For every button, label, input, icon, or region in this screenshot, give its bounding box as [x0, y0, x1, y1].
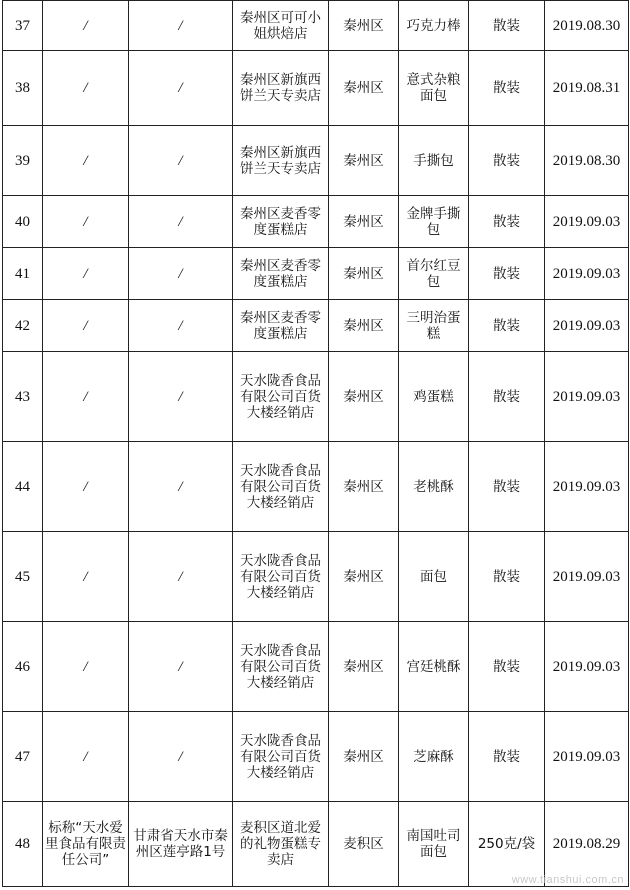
- specification-cell: 散装: [469, 300, 545, 352]
- table-row: [3, 126, 629, 196]
- specification-cell: 250克/袋: [469, 802, 545, 887]
- product-name-cell: 三明治蛋糕: [399, 300, 469, 352]
- product-name-cell: 意式杂粮面包: [399, 51, 469, 126]
- manufacturer-cell: /: [43, 300, 129, 352]
- manufacturer-address-cell: /: [129, 51, 233, 126]
- table-row: [3, 532, 629, 622]
- manufacturer-cell: /: [43, 248, 129, 300]
- manufacturer-cell: /: [43, 532, 129, 622]
- district-cell: 秦州区: [329, 248, 399, 300]
- specification-cell: 散装: [469, 352, 545, 442]
- manufacturer-cell: /: [43, 1, 129, 51]
- production-date-cell: 2019.09.03: [545, 442, 629, 532]
- specification-cell: 散装: [469, 126, 545, 196]
- specification-cell: 散装: [469, 442, 545, 532]
- manufacturer-cell: /: [43, 126, 129, 196]
- manufacturer-cell: /: [43, 622, 129, 712]
- manufacturer-address-cell: /: [129, 1, 233, 51]
- row-number: 43: [3, 352, 43, 442]
- product-name-cell: 芝麻酥: [399, 712, 469, 802]
- district-cell: 秦州区: [329, 532, 399, 622]
- district-cell: 麦积区: [329, 802, 399, 887]
- row-number: 39: [3, 126, 43, 196]
- row-number: 44: [3, 442, 43, 532]
- sampled-store-cell: 秦州区麦香零度蛋糕店: [233, 300, 329, 352]
- row-number: 37: [3, 1, 43, 51]
- sampled-store-cell: 秦州区新旗西饼兰天专卖店: [233, 126, 329, 196]
- row-number: 47: [3, 712, 43, 802]
- production-date-cell: 2019.08.29: [545, 802, 629, 887]
- product-name-cell: 金牌手撕包: [399, 196, 469, 248]
- production-date-cell: 2019.09.03: [545, 532, 629, 622]
- district-cell: 秦州区: [329, 712, 399, 802]
- product-name-cell: 老桃酥: [399, 442, 469, 532]
- production-date-cell: 2019.09.03: [545, 712, 629, 802]
- sampled-store-cell: 天水陇香食品有限公司百货大楼经销店: [233, 622, 329, 712]
- site-watermark: www.tianshui.com.cn: [511, 874, 624, 886]
- production-date-cell: 2019.09.03: [545, 196, 629, 248]
- sampled-store-cell: 天水陇香食品有限公司百货大楼经销店: [233, 442, 329, 532]
- row-number: 38: [3, 51, 43, 126]
- product-name-cell: 宫廷桃酥: [399, 622, 469, 712]
- manufacturer-address-cell: /: [129, 442, 233, 532]
- manufacturer-address-cell: /: [129, 126, 233, 196]
- manufacturer-address-cell: /: [129, 300, 233, 352]
- row-number: 40: [3, 196, 43, 248]
- specification-cell: 散装: [469, 712, 545, 802]
- row-number: 46: [3, 622, 43, 712]
- sampled-store-cell: 天水陇香食品有限公司百货大楼经销店: [233, 712, 329, 802]
- table-row: [3, 712, 629, 802]
- manufacturer-cell: /: [43, 352, 129, 442]
- district-cell: 秦州区: [329, 622, 399, 712]
- production-date-cell: 2019.08.31: [545, 51, 629, 126]
- sampled-store-cell: 天水陇香食品有限公司百货大楼经销店: [233, 532, 329, 622]
- manufacturer-cell: /: [43, 712, 129, 802]
- sampled-store-cell: 麦积区道北爱的礼物蛋糕专卖店: [233, 802, 329, 887]
- production-date-cell: 2019.09.03: [545, 248, 629, 300]
- specification-cell: 散装: [469, 1, 545, 51]
- table-row: [3, 352, 629, 442]
- manufacturer-address-cell: /: [129, 712, 233, 802]
- product-name-cell: 手撕包: [399, 126, 469, 196]
- specification-cell: 散装: [469, 532, 545, 622]
- district-cell: 秦州区: [329, 51, 399, 126]
- product-name-cell: 南国吐司面包: [399, 802, 469, 887]
- specification-cell: 散装: [469, 248, 545, 300]
- production-date-cell: 2019.09.03: [545, 622, 629, 712]
- inspection-results-table: [2, 0, 629, 887]
- product-name-cell: 巧克力棒: [399, 1, 469, 51]
- manufacturer-address-cell: 甘肃省天水市秦州区莲亭路1号: [129, 802, 233, 887]
- manufacturer-cell: /: [43, 196, 129, 248]
- specification-cell: 散装: [469, 51, 545, 126]
- district-cell: 秦州区: [329, 1, 399, 51]
- district-cell: 秦州区: [329, 352, 399, 442]
- district-cell: 秦州区: [329, 126, 399, 196]
- table-row: [3, 1, 629, 51]
- manufacturer-cell: 标称“天水爱里食品有限责任公司”: [43, 802, 129, 887]
- manufacturer-address-cell: /: [129, 352, 233, 442]
- row-number: 48: [3, 802, 43, 887]
- row-number: 45: [3, 532, 43, 622]
- manufacturer-address-cell: /: [129, 196, 233, 248]
- table-row: [3, 300, 629, 352]
- specification-cell: 散装: [469, 622, 545, 712]
- manufacturer-address-cell: /: [129, 248, 233, 300]
- table-row: [3, 196, 629, 248]
- production-date-cell: 2019.09.03: [545, 300, 629, 352]
- sampled-store-cell: 秦州区新旗西饼兰天专卖店: [233, 51, 329, 126]
- table-row: [3, 622, 629, 712]
- district-cell: 秦州区: [329, 300, 399, 352]
- table-row: [3, 51, 629, 126]
- production-date-cell: 2019.08.30: [545, 1, 629, 51]
- sampled-store-cell: 秦州区麦香零度蛋糕店: [233, 248, 329, 300]
- table-row: [3, 248, 629, 300]
- sampled-store-cell: 秦州区麦香零度蛋糕店: [233, 196, 329, 248]
- district-cell: 秦州区: [329, 442, 399, 532]
- product-name-cell: 面包: [399, 532, 469, 622]
- product-name-cell: 鸡蛋糕: [399, 352, 469, 442]
- manufacturer-address-cell: /: [129, 622, 233, 712]
- row-number: 42: [3, 300, 43, 352]
- production-date-cell: 2019.09.03: [545, 352, 629, 442]
- manufacturer-address-cell: /: [129, 532, 233, 622]
- specification-cell: 散装: [469, 196, 545, 248]
- district-cell: 秦州区: [329, 196, 399, 248]
- table-row: [3, 442, 629, 532]
- sampled-store-cell: 秦州区可可小姐烘焙店: [233, 1, 329, 51]
- product-name-cell: 首尔红豆包: [399, 248, 469, 300]
- production-date-cell: 2019.08.30: [545, 126, 629, 196]
- manufacturer-cell: /: [43, 51, 129, 126]
- sampled-store-cell: 天水陇香食品有限公司百货大楼经销店: [233, 352, 329, 442]
- manufacturer-cell: /: [43, 442, 129, 532]
- row-number: 41: [3, 248, 43, 300]
